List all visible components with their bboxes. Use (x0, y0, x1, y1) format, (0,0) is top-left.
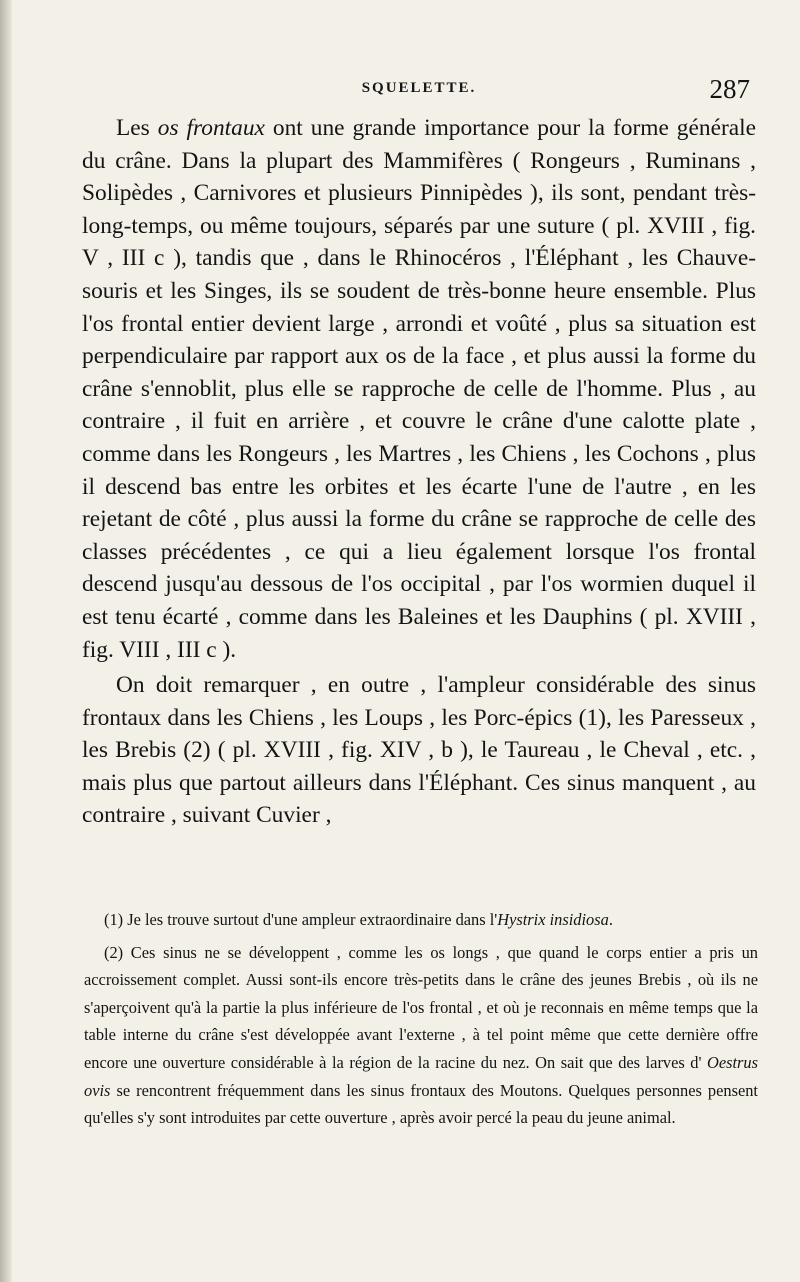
paragraph-1-start: Les (116, 115, 158, 141)
term-os-frontaux: os frontaux (157, 115, 265, 141)
page-edge-shadow (0, 0, 12, 1282)
footnote-1-end: . (608, 910, 613, 929)
footnote-2-end: se rencontrent fréquemment dans les sinus frontaux des Moutons. Quelques personnes pensent qu'elles s'y sont introduites par cette ouverture , après avoir percé la peau du jeune animal. (84, 1080, 758, 1128)
main-text (82, 112, 756, 832)
footnote-2-start: (2) Ces sinus ne se développent , comme les os longs , que quand le corps entier a pris un accroissement complet. Aussi sont-ils encore très-petits dans le crâne des jeunes Brebis , où ils ne s'aperçoivent qu'à la partie la plus inférieure de l'os frontal , et où je reconnais en même temps que la table interne du crâne s'est développée avant l'externe , à tel point même que cette dernière offre encore une ouverture considérable à la région de la racine du nez. On sait que des larves d' (84, 942, 758, 1072)
paragraph-frontal-bones (82, 112, 756, 666)
species-hystrix: Hystrix insidiosa (497, 910, 609, 929)
running-title: SQUELETTE. (361, 80, 477, 96)
page-header (84, 74, 754, 110)
paragraph-1-rest: ont une grande importance pour la forme générale du crâne. Dans la plupart des Mammifères ( Rongeurs , Ruminans , Solipèdes , Carnivores et plusieurs Pinnipèdes ), ils sont, pendant très-long-temps, ou même toujours, séparés par une suture ( pl. XVIII , fig. V , III c ), tandis que , dans le Rhinocéros , l'Éléphant , les Chauve-souris et les Singes, ils se soudent de très-bonne heure ensemble. Plus l'os frontal entier devient large , arrondi et voûté , plus sa situation est perpendiculaire par rapport aux os de la face , et plus aussi la forme du crâne s'ennoblit, plus elle se rapproche de celle de l'homme. Plus , au contraire , il fuit en arrière , et couvre le crâne d'une calotte plate , comme dans les Rongeurs , les Martres , les Chiens , les Cochons , plus il descend bas entre les orbites et les écarte l'une de l'autre , en les rejetant de côté , plus aussi la forme du crâne se rapproche de celle des classes précédentes , ce qui a lieu également lorsque l'os frontal descend jusqu'au dessous de l'os occipital , par l'os wormien duquel il est tenu écarté , comme dans les Baleines et les Dauphins ( pl. XVIII , fig. VIII , III c ). (82, 115, 757, 663)
footnotes (84, 906, 758, 1137)
footnote-1-start: (1) Je les trouve surtout d'une ampleur extraordinaire dans l' (104, 910, 498, 929)
footnote-2 (84, 939, 758, 1132)
species-oestrus-ovis: Oestrus ovis (84, 1052, 758, 1100)
footnote-1 (84, 906, 758, 934)
paragraph-frontal-sinuses: On doit remarquer , en outre , l'ampleur considérable des sinus frontaux dans les Chiens , les Loups , les Porc-épics (1), les Paresseux , les Brebis (2) ( pl. XVIII , fig. XIV , b ), le Taureau , le Cheval , etc. , mais plus que partout ailleurs dans l'Éléphant. Ces sinus manquent , au contraire , suivant Cuvier , (82, 672, 756, 829)
page-number: 287 (709, 74, 750, 104)
